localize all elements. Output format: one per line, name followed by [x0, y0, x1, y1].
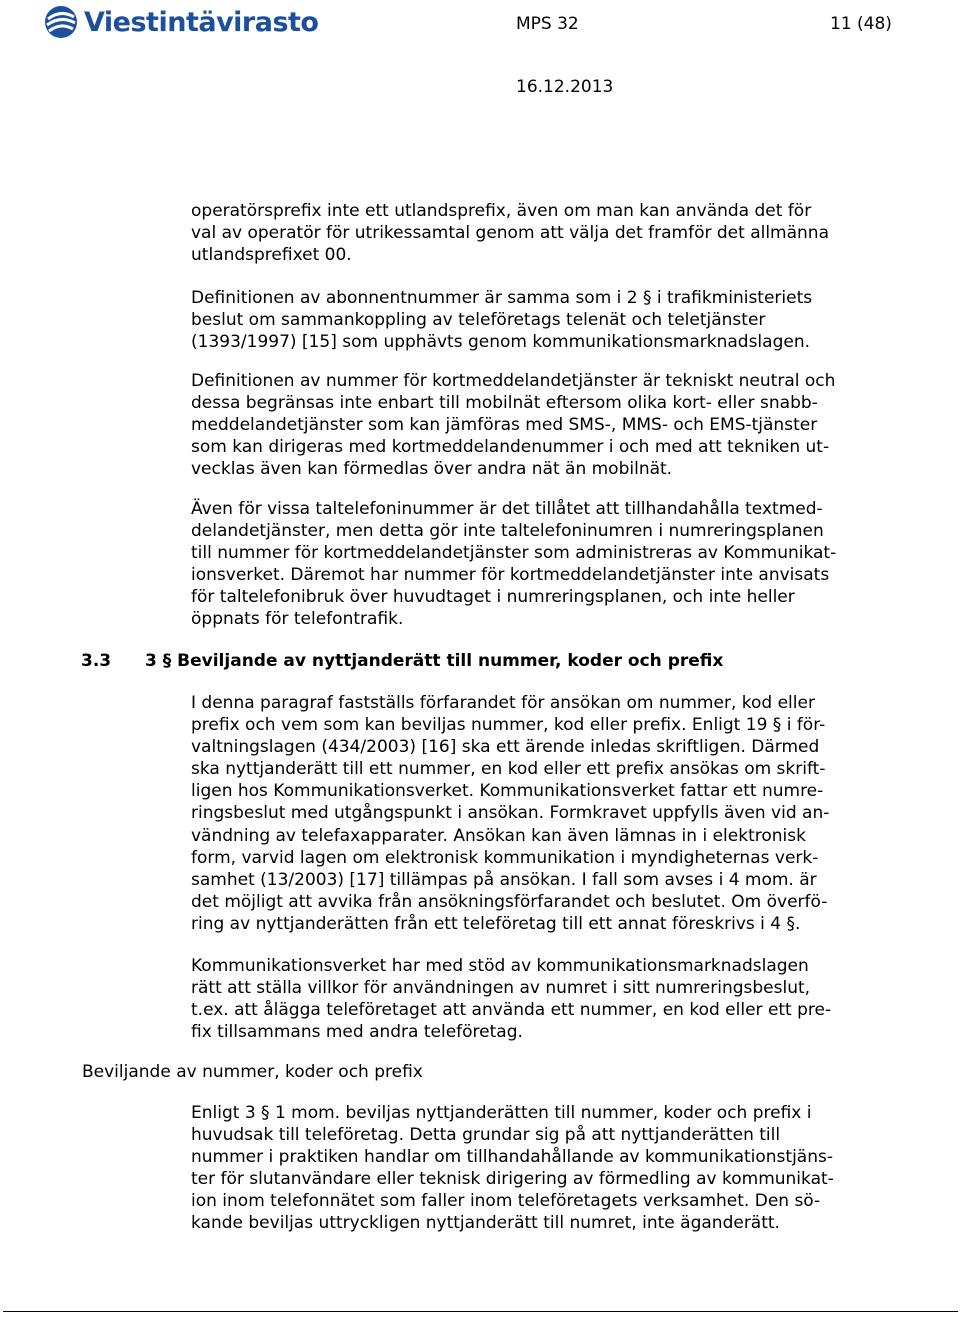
- text-line: ska nyttjanderätt till ett nummer, en kod eller ett prefix ansökas om skrift-: [191, 759, 826, 780]
- paragraph-subscriber-number: [191, 287, 891, 353]
- text-line: rätt att ställa villkor för användningen av numret i sitt numreringsbeslut,: [191, 978, 811, 999]
- document-date: 16.12.2013: [516, 77, 614, 97]
- text-line: samhet (13/2003) [17] tillämpas på ansökan. I fall som avses i 4 mom. är: [191, 869, 817, 890]
- text-line: Kommunikationsverket har med stöd av kommunikationsmarknadslagen: [191, 956, 809, 976]
- paragraph-operator-prefix: [191, 200, 891, 266]
- text-line: Definitionen av nummer för kortmeddelandetjänster är tekniskt neutral och: [191, 371, 836, 391]
- agency-logo: [44, 2, 319, 42]
- footer-divider: [3, 1311, 958, 1312]
- text-line: valtningslagen (434/2003) [16] ska ett ärende inledas skriftligen. Därmed: [191, 737, 820, 758]
- margin-heading: Beviljande av nummer, koder och prefix: [82, 1062, 423, 1082]
- paragraph-voice-numbers: [191, 498, 891, 631]
- page-number: 11 (48): [830, 14, 892, 34]
- text-line: prefix och vem som kan beviljas nummer, kod eller prefix. Enligt 19 § i för-: [191, 715, 826, 736]
- text-line: ligen hos Kommunikationsverket. Kommunikationsverket fattar ett numre-: [191, 781, 824, 802]
- section-heading: [81, 651, 723, 671]
- text-line: ionsverket. Däremot har nummer för kortmeddelandetjänster inte anvisats: [191, 565, 830, 586]
- document-id: MPS 32: [516, 14, 579, 34]
- text-line: val av operatör för utrikessamtal genom att välja det framför det allmänna: [191, 223, 829, 244]
- text-line: öppnats för telefontrafik.: [191, 609, 404, 630]
- text-line: Enligt 3 § 1 mom. beviljas nyttjanderätten till nummer, koder och prefix i: [191, 1103, 812, 1123]
- text-line: ion inom telefonnätet som faller inom teleföretagets verksamhet. Den sö-: [191, 1191, 821, 1212]
- section-number: 3.3: [81, 651, 112, 671]
- text-line: (1393/1997) [15] som upphävts genom kommunikationsmarknadslagen.: [191, 332, 811, 353]
- logo-text: Viestintävirasto: [84, 6, 319, 38]
- text-line: meddelandetjänster som kan jämföras med SMS-, MMS- och EMS-tjänster: [191, 415, 818, 436]
- text-line: kande beviljas uttryckligen nyttjanderätt till numret, inte äganderätt.: [191, 1213, 780, 1234]
- paragraph-conditions: [191, 955, 891, 1043]
- text-line: operatörsprefix inte ett utlandsprefix, även om man kan använda det för: [191, 201, 812, 221]
- paragraph-granting: [191, 1102, 891, 1235]
- text-line: utlandsprefixet 00.: [191, 245, 352, 266]
- text-line: nummer i praktiken handlar om tillhandahållande av kommunikationstjäns-: [191, 1147, 833, 1168]
- text-line: det möjligt att avvika från ansökningsförfarandet och beslutet. Om överfö-: [191, 891, 828, 912]
- text-line: vecklas även kan förmedlas över andra nät än mobilnät.: [191, 459, 673, 480]
- paragraph-short-message-definition: [191, 370, 891, 480]
- text-line: ringsbeslut med utgångspunkt i ansökan. Formkravet uppfylls även vid an-: [191, 803, 830, 824]
- text-line: huvudsak till teleföretag. Detta grundar sig på att nyttjanderätten till: [191, 1125, 781, 1146]
- section-title: 3 § Beviljande av nyttjanderätt till nummer, koder och prefix: [145, 651, 724, 671]
- text-line: ter för slutanvändare eller teknisk dirigering av förmedling av kommunikat-: [191, 1169, 834, 1190]
- text-line: till nummer för kortmeddelandetjänster som administreras av Kommunikat-: [191, 543, 837, 564]
- text-line: form, varvid lagen om elektronisk kommunikation i myndigheternas verk-: [191, 847, 819, 868]
- text-line: Definitionen av abonnentnummer är samma som i 2 § i trafikministeriets: [191, 288, 813, 308]
- text-line: Även för vissa taltelefoninummer är det tillåtet att tillhandahålla textmed-: [191, 499, 823, 519]
- text-line: dessa begränsas inte enbart till mobilnät eftersom olika kort- eller snabb-: [191, 393, 818, 414]
- paragraph-application-procedure: [191, 692, 891, 935]
- text-line: vändning av telefaxapparater. Ansökan kan även lämnas in i elektronisk: [191, 825, 806, 846]
- text-line: som kan dirigeras med kortmeddelandenummer i och med att tekniken ut-: [191, 437, 830, 458]
- text-line: ring av nyttjanderätten från ett teleföretag till ett annat föreskrivs i 4 §.: [191, 913, 801, 934]
- text-line: delandetjänster, men detta gör inte taltelefoninumren i numreringsplanen: [191, 521, 824, 542]
- text-line: I denna paragraf fastställs förfarandet för ansökan om nummer, kod eller: [191, 693, 815, 713]
- text-line: för taltelefonibruk över huvudtaget i numreringsplanen, och inte heller: [191, 587, 795, 608]
- globe-logo-icon: [44, 5, 78, 39]
- text-line: fix tillsammans med andra teleföretag.: [191, 1022, 523, 1043]
- text-line: t.ex. att ålägga teleföretaget att använda ett nummer, en kod eller ett pre-: [191, 1000, 832, 1021]
- text-line: beslut om sammankoppling av teleföretags telenät och teletjänster: [191, 310, 766, 331]
